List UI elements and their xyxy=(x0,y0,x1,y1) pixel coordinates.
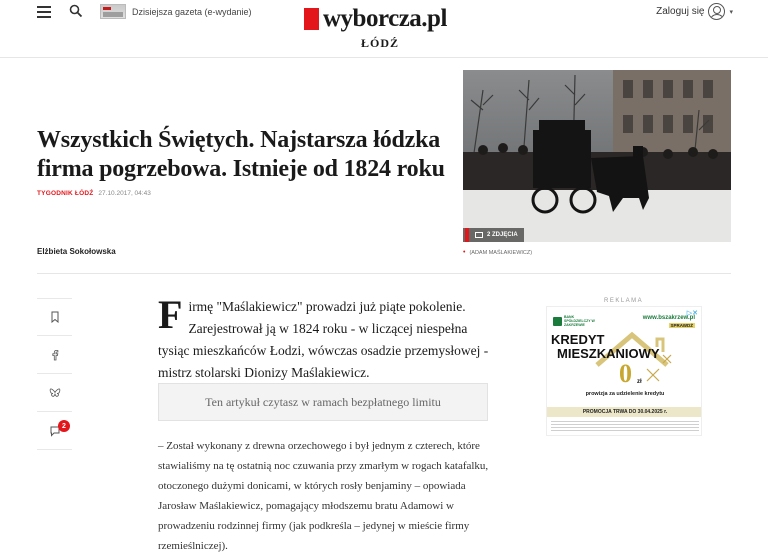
city-edition-label: ŁÓDŹ xyxy=(361,36,400,50)
site-header xyxy=(0,0,768,58)
advertisement-banner[interactable] xyxy=(546,306,702,436)
article-lead xyxy=(158,292,490,384)
ad-choices-icon[interactable]: ▷✕ xyxy=(686,309,698,317)
chevron-down-icon: ▾ xyxy=(729,7,733,16)
free-limit-notice[interactable] xyxy=(158,383,488,421)
divider xyxy=(37,273,731,274)
newspaper-thumbnail-icon xyxy=(100,4,126,19)
ad-unit: zł xyxy=(637,379,642,385)
share-bar xyxy=(37,298,72,450)
ad-big-value: 0 xyxy=(619,359,632,388)
ad-label: REKLAMA xyxy=(604,298,644,304)
article-title: Wszystkich Świętych. Najstarsza łódzka firma pogrzebowa. Istnieje od 1824 roku xyxy=(37,127,445,182)
logo-red-square xyxy=(304,8,319,30)
user-icon xyxy=(708,3,725,20)
comment-count-badge: 2 xyxy=(58,420,70,432)
e-edition-link[interactable] xyxy=(100,4,252,19)
bookmark-icon xyxy=(49,311,61,323)
ad-fine-print xyxy=(551,419,699,433)
gallery-accent xyxy=(465,228,469,242)
bank-logo-icon xyxy=(553,317,562,326)
funeral-procession-photo xyxy=(463,70,731,242)
article-body-paragraph: – Został wykonany z drewna orzechowego i był jednym z czterech, które stawialiśmy na tę ostatnią noc czuwania przy zmarłym w rogach katafalku, otoczonego dużymi donicami, w których rosły benjaminy – opowiada Jarosław Maślakiewicz, pomagający młodszemu bratu Adamowi w prowadzeniu rodzinnej firmy (jak podkreśla – jedynej w mieście firmy rzemieślniczej). xyxy=(158,440,489,552)
facebook-share-button[interactable] xyxy=(37,336,72,374)
bluesky-icon xyxy=(49,387,61,399)
article-meta xyxy=(37,190,151,197)
login-button[interactable] xyxy=(656,3,733,20)
publish-date: 27.10.2017, 04:43 xyxy=(98,190,151,197)
ad-promo-bar xyxy=(547,407,702,417)
bluesky-share-button[interactable] xyxy=(37,374,72,412)
photo-credit: (ADAM MAŚLAKIEWICZ) xyxy=(469,249,533,256)
gallery-count: 2 ZDJĘCIA xyxy=(487,232,518,238)
lead-text: irmę "Maślakiewicz" prowadzi już piąte pokolenie. Zarejestrował ją w 1824 roku - w liczącej niespełna tysiąc mieszkańców Łodzi, wówczas osadzie przemysłowej - mistrz stolarski Dionizy Maślakiewicz. xyxy=(158,299,489,380)
author-link[interactable]: Elżbieta Sokołowska xyxy=(37,247,116,256)
ad-bank-name: BANK SPÓŁDZIELCZY W ZAKRZEWIE xyxy=(564,315,595,327)
ad-cta-badge[interactable]: SPRAWDŹ xyxy=(670,323,693,328)
gallery-icon xyxy=(475,232,483,238)
search-icon[interactable] xyxy=(69,4,83,18)
category-link[interactable]: TYGODNIK ŁÓDŹ xyxy=(37,190,94,197)
article-photo[interactable] xyxy=(463,70,731,242)
e-edition-label: Dzisiejsza gazeta (e-wydanie) xyxy=(132,6,252,17)
ad-promo-text: PROMOCJA TRWA DO 30.04.2025 r. xyxy=(582,409,668,415)
bookmark-button[interactable] xyxy=(37,298,72,336)
photo-caption xyxy=(463,249,532,256)
logo-text: wyborcza.pl xyxy=(323,5,447,32)
free-limit-text: Ten artykuł czytasz w ramach bezpłatnego limitu xyxy=(205,394,441,409)
menu-icon[interactable] xyxy=(37,6,51,18)
ad-subline: prowizja za udzielenie kredytu xyxy=(585,391,665,397)
gallery-badge[interactable] xyxy=(463,228,524,242)
caption-dot-icon: • xyxy=(463,249,466,256)
facebook-icon xyxy=(49,349,61,361)
ad-headline-1: KREDYT xyxy=(551,332,605,347)
site-logo[interactable] xyxy=(304,5,447,33)
comments-button[interactable] xyxy=(37,412,72,450)
drop-cap: F xyxy=(158,292,183,337)
login-label: Zaloguj się xyxy=(656,6,705,17)
ad-headline-2: MIESZKANIOWY xyxy=(557,346,660,361)
ad-site-url: www.bszakrzew.pl xyxy=(642,315,695,321)
